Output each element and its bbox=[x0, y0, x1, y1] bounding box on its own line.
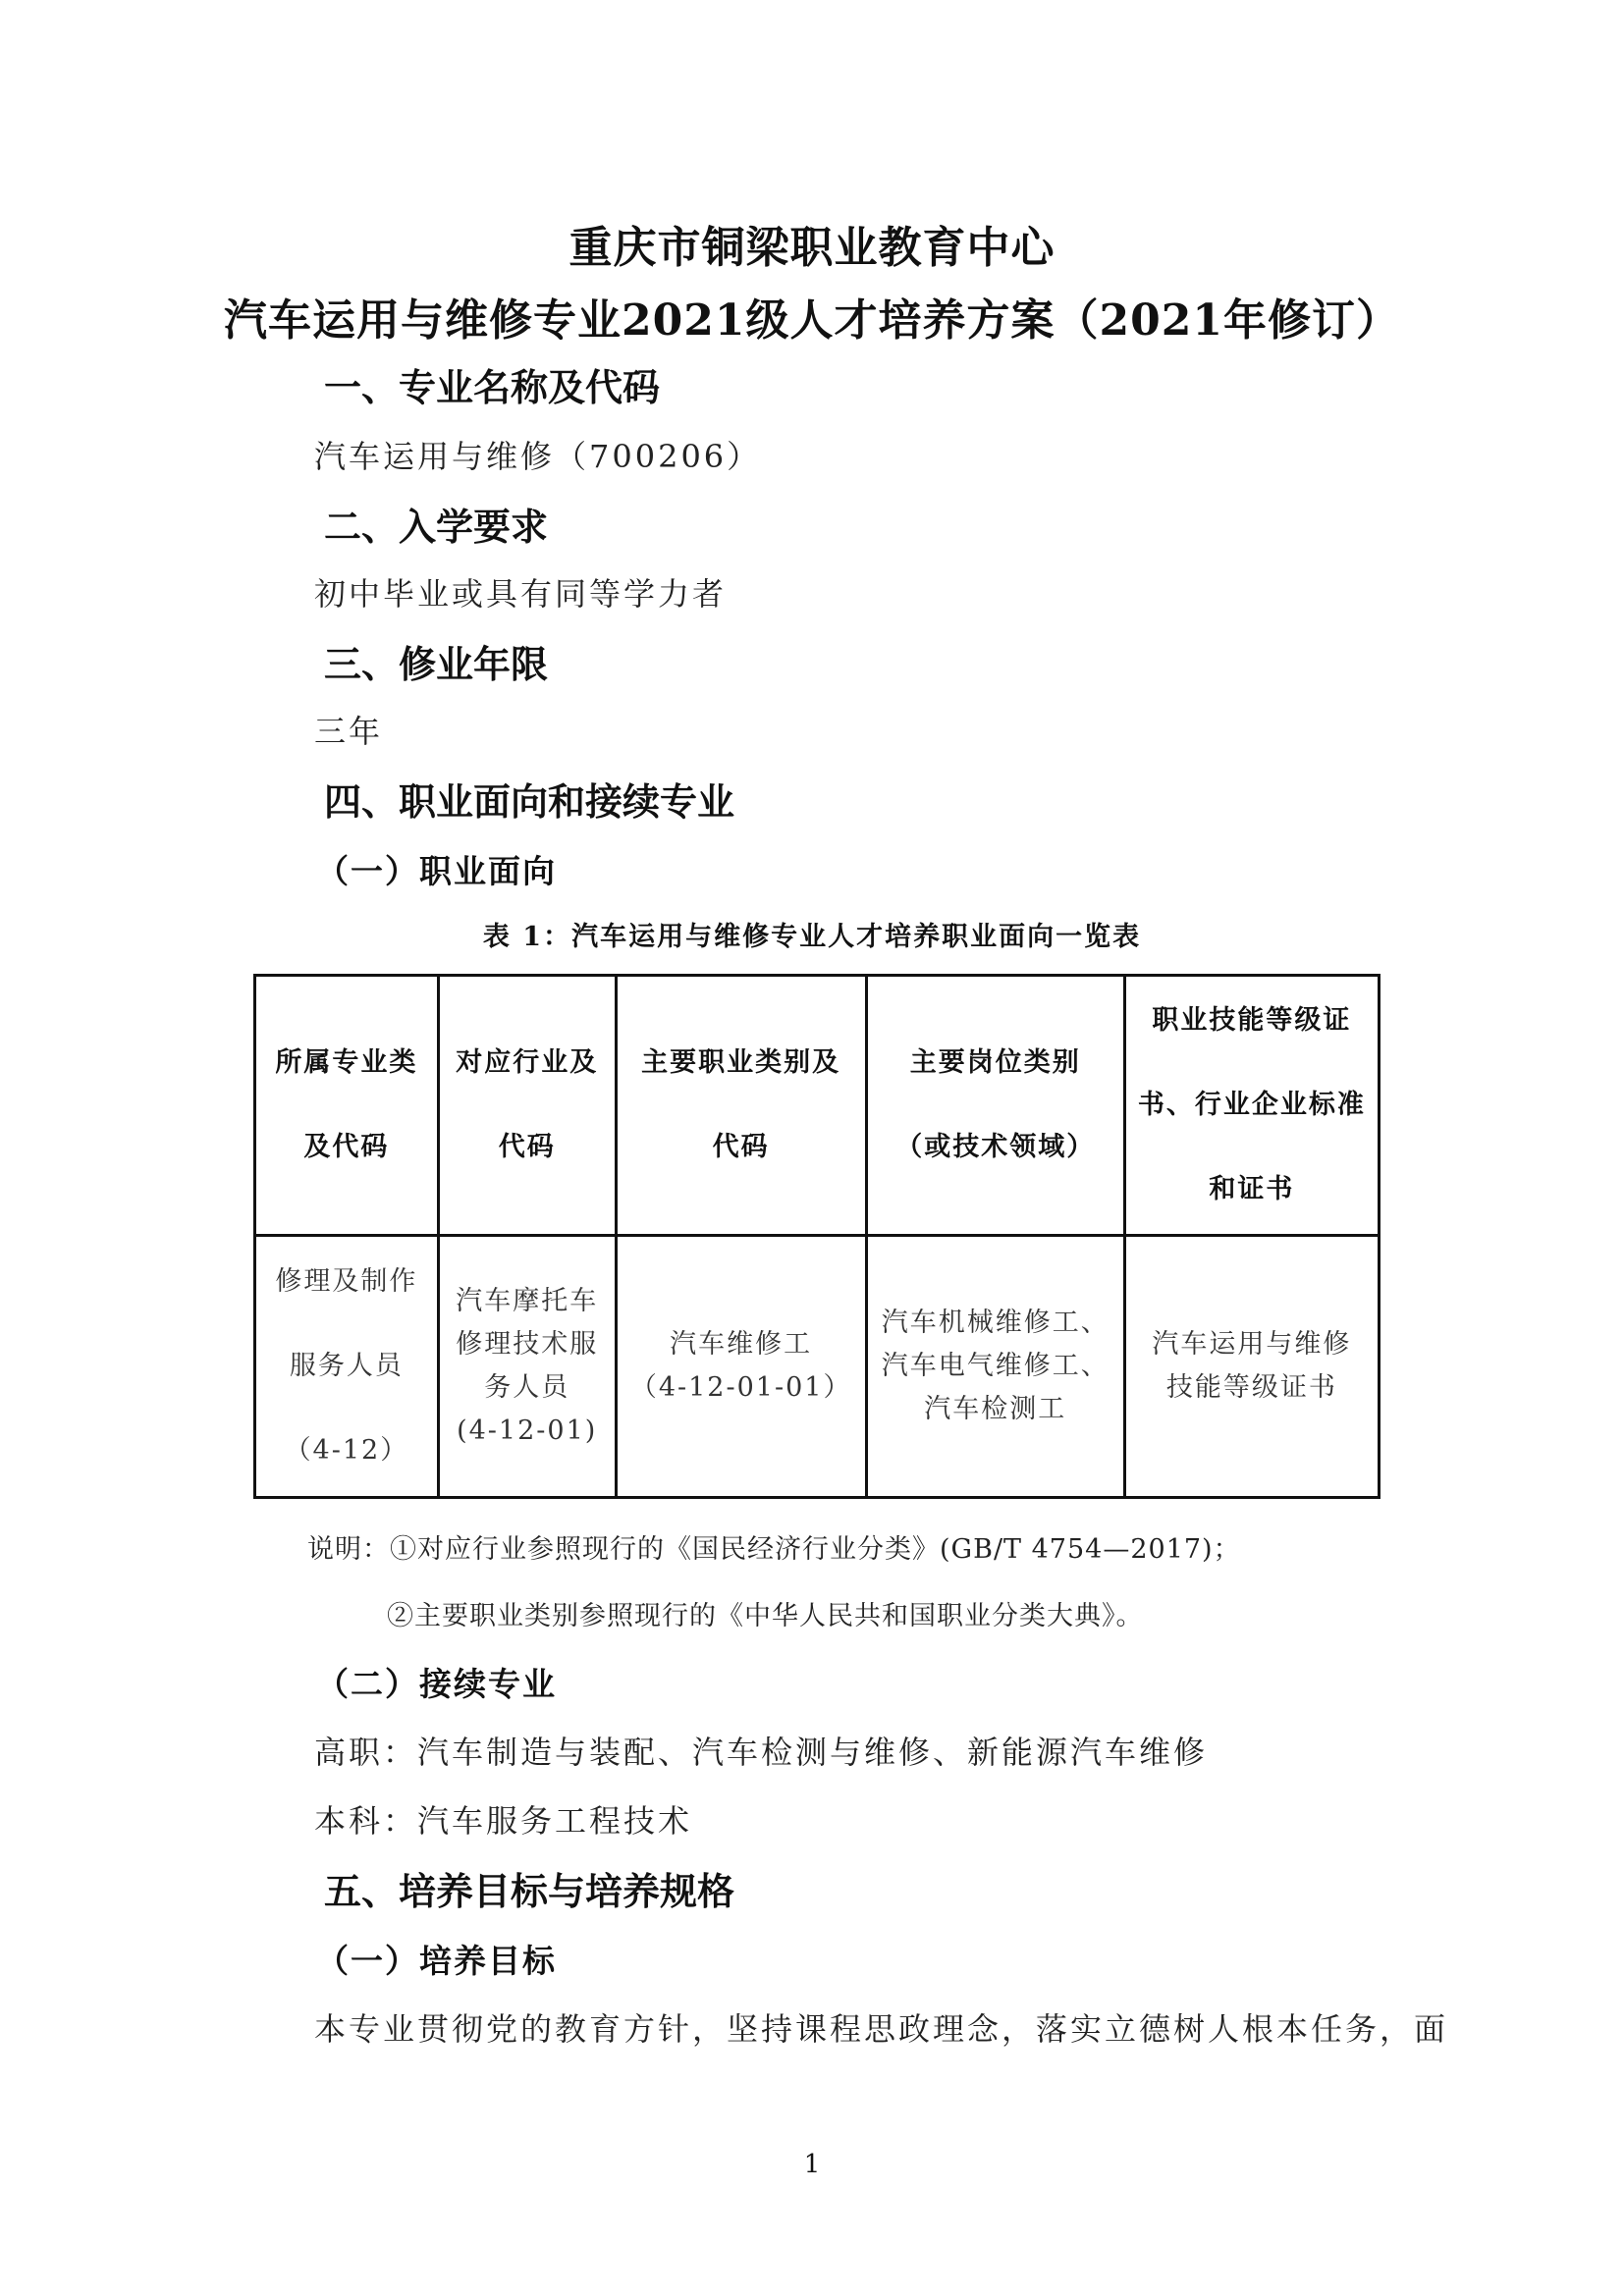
higher-vocational-majors: 高职：汽车制造与装配、汽车检测与维修、新能源汽车维修 bbox=[314, 1734, 1209, 1771]
header-cell-major-category: 所属专业类 及代码 bbox=[255, 976, 439, 1236]
career-orientation-table bbox=[253, 974, 1380, 1499]
training-objective-text: 本专业贯彻党的教育方针，坚持课程思政理念，落实立德树人根本任务，面 bbox=[314, 2010, 1449, 2048]
major-name-code: 汽车运用与维修（700206） bbox=[314, 438, 762, 475]
subsection-career-orientation: （一）职业面向 bbox=[316, 852, 557, 890]
document-title-line1: 重庆市铜梁职业教育中心 bbox=[568, 223, 1056, 273]
subsection-training-objective: （一）培养目标 bbox=[316, 1942, 557, 1980]
header-cell-certificates: 职业技能等级证 书、行业企业标准 和证书 bbox=[1124, 976, 1379, 1236]
cell-position: 汽车机械维修工、 汽车电气维修工、 汽车检测工 bbox=[866, 1236, 1124, 1498]
study-duration: 三年 bbox=[314, 713, 384, 750]
table-row bbox=[255, 1236, 1380, 1498]
table-note-2: ②主要职业类别参照现行的《中华人民共和国职业分类大典》。 bbox=[387, 1601, 1144, 1631]
cell-industry: 汽车摩托车 修理技术服 务人员 (4-12-01) bbox=[438, 1236, 616, 1498]
table-caption: 表 1：汽车运用与维修专业人才培养职业面向一览表 bbox=[482, 922, 1142, 952]
section-heading-2: 二、入学要求 bbox=[324, 506, 549, 549]
section-heading-5: 五、培养目标与培养规格 bbox=[324, 1870, 735, 1913]
header-cell-position: 主要岗位类别 （或技术领域） bbox=[866, 976, 1124, 1236]
cell-major-category: 修理及制作 服务人员 （4-12） bbox=[255, 1236, 439, 1498]
document-title-line2: 汽车运用与维修专业2021级人才培养方案（2021年修订） bbox=[224, 295, 1400, 346]
subsection-continuing-majors: （二）接续专业 bbox=[316, 1665, 557, 1703]
admission-requirement: 初中毕业或具有同等学力者 bbox=[314, 575, 728, 613]
table-header-row bbox=[255, 976, 1380, 1236]
cell-occupation: 汽车维修工 （4-12-01-01） bbox=[616, 1236, 866, 1498]
section-heading-1: 一、专业名称及代码 bbox=[324, 366, 661, 409]
section-heading-3: 三、修业年限 bbox=[324, 643, 549, 686]
header-cell-occupation: 主要职业类别及 代码 bbox=[616, 976, 866, 1236]
section-heading-4: 四、职业面向和接续专业 bbox=[324, 780, 735, 824]
table-note-1: 说明：①对应行业参照现行的《国民经济行业分类》(GB/T 4754—2017)； bbox=[307, 1534, 1241, 1565]
page-number: 1 bbox=[803, 2150, 821, 2179]
header-cell-industry: 对应行业及 代码 bbox=[438, 976, 616, 1236]
cell-certificates: 汽车运用与维修 技能等级证书 bbox=[1124, 1236, 1379, 1498]
bachelor-majors: 本科：汽车服务工程技术 bbox=[314, 1802, 693, 1840]
